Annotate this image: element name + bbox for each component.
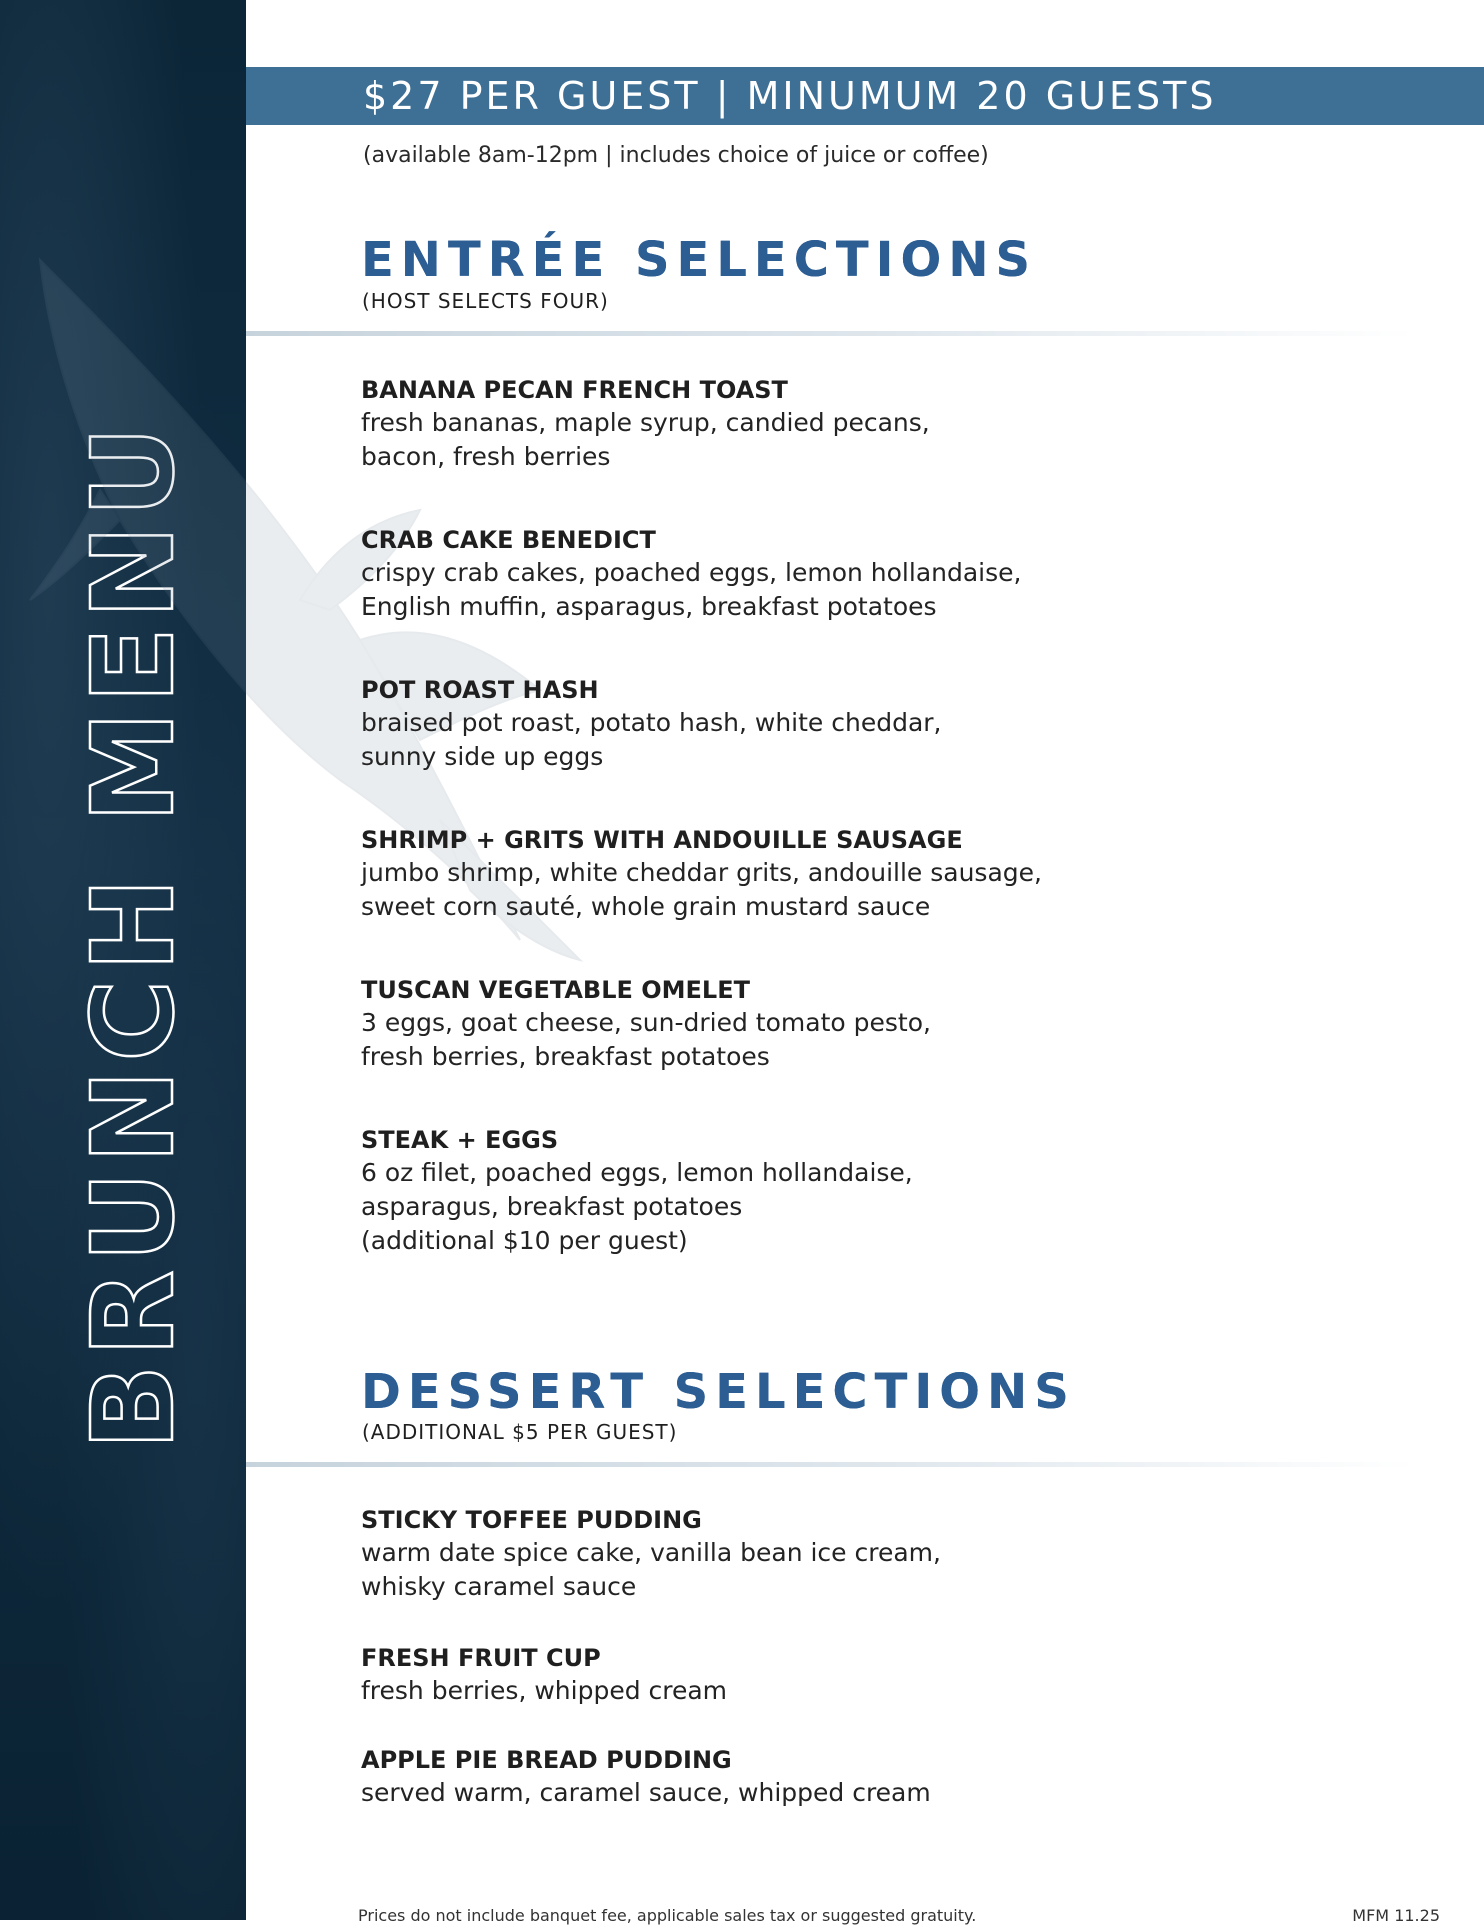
dessert-heading: DESSERT SELECTIONS (361, 1364, 1076, 1420)
item-description: crispy crab cakes, poached eggs, lemon hollandaise, English muffin, asparagus, breakfast potatoes (361, 558, 1022, 621)
item-name: TUSCAN VEGETABLE OMELET (361, 976, 750, 1004)
entree-divider (246, 331, 1416, 336)
dessert-subheading: (ADDITIONAL $5 PER GUEST) (362, 1420, 678, 1444)
item-name: APPLE PIE BREAD PUDDING (361, 1746, 732, 1774)
entree-heading: ENTRÉE SELECTIONS (361, 232, 1038, 288)
item-description: braised pot roast, potato hash, white cheddar, sunny side up eggs (361, 708, 942, 771)
sidebar-title: BRUNCH MENU (69, 418, 199, 1450)
item-name: BANANA PECAN FRENCH TOAST (361, 376, 788, 404)
menu-item (361, 824, 1121, 924)
menu-item (361, 1504, 1121, 1604)
item-name: POT ROAST HASH (361, 676, 599, 704)
item-name: STICKY TOFFEE PUDDING (361, 1506, 702, 1534)
item-name: STEAK + EGGS (361, 1126, 559, 1154)
menu-item (361, 1642, 1121, 1708)
item-description: 6 oz filet, poached eggs, lemon hollandaise, asparagus, breakfast potatoes (additional $10 per guest) (361, 1158, 913, 1255)
menu-item (361, 974, 1121, 1074)
item-description: jumbo shrimp, white cheddar grits, andouille sausage, sweet corn sauté, whole grain mustard sauce (361, 858, 1042, 921)
menu-item (361, 374, 1121, 474)
entree-subheading: (HOST SELECTS FOUR) (362, 289, 609, 313)
item-description: 3 eggs, goat cheese, sun-dried tomato pesto, fresh berries, breakfast potatoes (361, 1008, 931, 1071)
item-description: warm date spice cake, vanilla bean ice cream, whisky caramel sauce (361, 1538, 941, 1601)
item-description: fresh berries, whipped cream (361, 1676, 728, 1705)
menu-item (361, 1744, 1121, 1810)
footer-disclaimer: Prices do not include banquet fee, applicable sales tax or suggested gratuity. (358, 1906, 977, 1925)
footer-code: MFM 11.25 (1352, 1906, 1440, 1925)
availability-note: (available 8am-12pm | includes choice of juice or coffee) (363, 143, 989, 168)
item-description: served warm, caramel sauce, whipped cream (361, 1778, 931, 1807)
menu-item (361, 524, 1121, 624)
item-name: CRAB CAKE BENEDICT (361, 526, 656, 554)
item-description: fresh bananas, maple syrup, candied pecans, bacon, fresh berries (361, 408, 930, 471)
dessert-divider (246, 1462, 1416, 1467)
price-banner-text: $27 PER GUEST | MINUMUM 20 GUESTS (363, 74, 1217, 118)
menu-item (361, 1124, 1121, 1258)
item-name: FRESH FRUIT CUP (361, 1644, 601, 1672)
sidebar-panel (0, 0, 246, 1920)
menu-item (361, 674, 1121, 774)
price-banner (246, 67, 1484, 125)
item-name: SHRIMP + GRITS WITH ANDOUILLE SAUSAGE (361, 826, 963, 854)
